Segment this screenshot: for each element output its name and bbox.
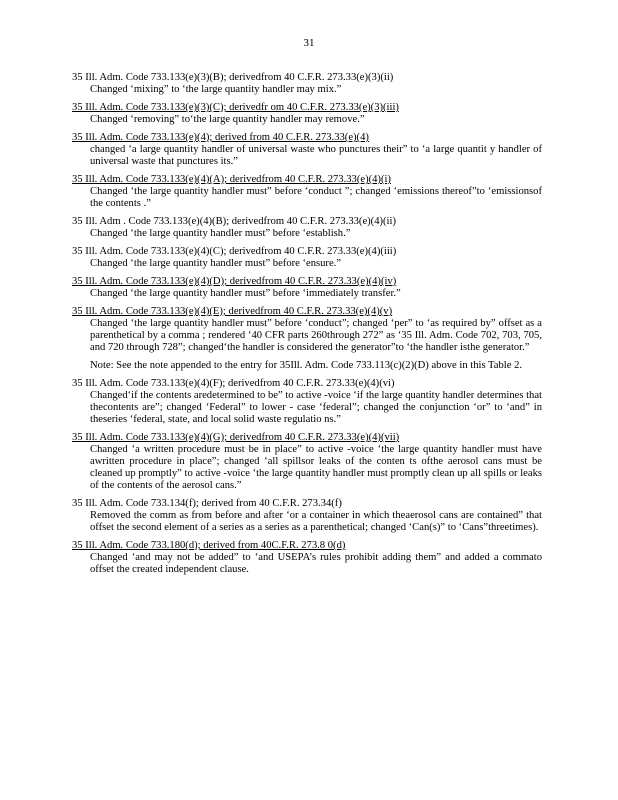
entry-description: Changed ‘removing” to‘the large quantity handler may remove.” [90, 114, 365, 125]
entry-description: Changed ‘and may not be added” to ‘and USEPA’s rules prohibit adding them” and added a commato offset the created independent clause. [90, 552, 542, 575]
table-entry [72, 246, 542, 270]
entry-citation: 35 Ill. Adm. Code 733.180(d); derived from 40C.F.R. 273.8 0(d) [72, 540, 346, 551]
entry-citation: 35 Ill. Adm. Code 733.133(e)(4)(A); derivedfrom 40 C.F.R. 273.33(e)(4)(i) [72, 174, 391, 185]
entry-citation: 35 Ill. Adm. Code 733.134(f); derived from 40 C.F.R. 273.34(f) [72, 498, 342, 509]
entry-list [72, 72, 542, 582]
page-number: 31 [303, 37, 315, 49]
entry-description: Changed ‘the large quantity handler must” before ‘establish.” [90, 228, 351, 239]
table-entry [72, 72, 542, 96]
table-entry [72, 216, 542, 240]
entry-citation: 35 Ill. Adm. Code 733.133(e)(4)(G); derivedfrom 40 C.F.R. 273.33(e)(4)(vii) [72, 432, 400, 443]
entry-citation: 35 Ill. Adm. Code 733.133(e)(4)(E); derivedfrom 40 C.F.R. 273.33(e)(4)(v) [72, 306, 393, 317]
entry-citation: 35 Ill. Adm. Code 733.133(e)(4)(C); derivedfrom 40 C.F.R. 273.33(e)(4)(iii) [72, 246, 397, 257]
entry-note: Note: See the note appended to the entry for 35Ill. Adm. Code 733.113(c)(2)(D) above in this Table 2. [90, 360, 523, 371]
entry-citation: 35 Ill. Adm. Code 733.133(e)(3)(B); derivedfrom 40 C.F.R. 273.33(e)(3)(ii) [72, 72, 394, 83]
table-entry [72, 432, 542, 492]
table-entry [72, 498, 542, 534]
table-entry [72, 174, 542, 210]
entry-citation: 35 Ill. Adm. Code 733.133(e)(3)(C); derivedfr om 40 C.F.R. 273.33(e)(3)(iii) [72, 102, 399, 113]
entry-description: Changed ‘mixing” to ‘the large quantity handler may mix.” [90, 84, 342, 95]
entry-citation: 35 Ill. Adm. Code 733.133(e)(4)(D); derivedfrom 40 C.F.R. 273.33(e)(4)(iv) [72, 276, 397, 287]
table-entry [72, 102, 542, 126]
entry-description: Changed‘if the contents aredetermined to be” to active -voice ‘if the large quantity handler determines that thecontents are”; changed ‘Federal” to lower - case ‘federal”; changed the conjunction ‘or” to ‘and” in theseries ‘federal, state, and local solid waste regulatio ns.” [90, 390, 542, 425]
entry-citation: 35 Ill. Adm. Code 733.133(e)(4)(F); derivedfrom 40 C.F.R. 273.33(e)(4)(vi) [72, 378, 395, 389]
table-entry [72, 306, 542, 372]
entry-citation: 35 Ill. Adm. Code 733.133(e)(4); derived from 40 C.F.R. 273.33(e)(4) [72, 132, 369, 143]
entry-description: Changed ‘a written procedure must be in place” to active -voice ‘the large quantity handler must have awritten procedure in place”; changed ‘all spillsor leaks of the conten ts ofthe aerosol cans must be cleaned up promptly” to active -voice ‘the large quantity handler must promptly clean up all spills or leaks of the contents of the aerosol cans.” [90, 444, 542, 491]
entry-description: Changed ‘the large quantity handler must” before ‘immediately transfer.” [90, 288, 401, 299]
entry-description: Removed the comm as from before and after ‘or a container in which theaerosol cans are contained” that offset the second element of a series as a series as a parenthetical; changed ‘Can(s)” to ‘Cans”threetimes). [90, 510, 542, 533]
table-entry [72, 378, 542, 426]
entry-description: Changed ‘the large quantity handler must” before ‘conduct ”; changed ‘emissions thereof”to ‘emissionsof the contents .” [90, 186, 542, 209]
table-entry [72, 132, 542, 168]
entry-description: Changed ‘the large quantity handler must” before ‘ensure.” [90, 258, 342, 269]
table-entry [72, 540, 542, 576]
entry-citation: 35 Ill. Adm . Code 733.133(e)(4)(B); derivedfrom 40 C.F.R. 273.33(e)(4)(ii) [72, 216, 396, 227]
table-entry [72, 276, 542, 300]
entry-description: Changed ‘the large quantity handler must” before ‘conduct”; changed ‘per” to ‘as required by” offset as a parenthetical by a comma ; rendered ‘40 CFR parts 260through 272” as ‘35 Ill. Adm. Code 702, 703, 705, and 720 through 728”; changed‘the handler is considered the generator”to ‘the handler isthe generator.” [90, 318, 542, 353]
entry-description: changed ‘a large quantity handler of universal waste who punctures their” to ‘a large quantit y handler of universal waste that punctures its.” [90, 144, 542, 167]
